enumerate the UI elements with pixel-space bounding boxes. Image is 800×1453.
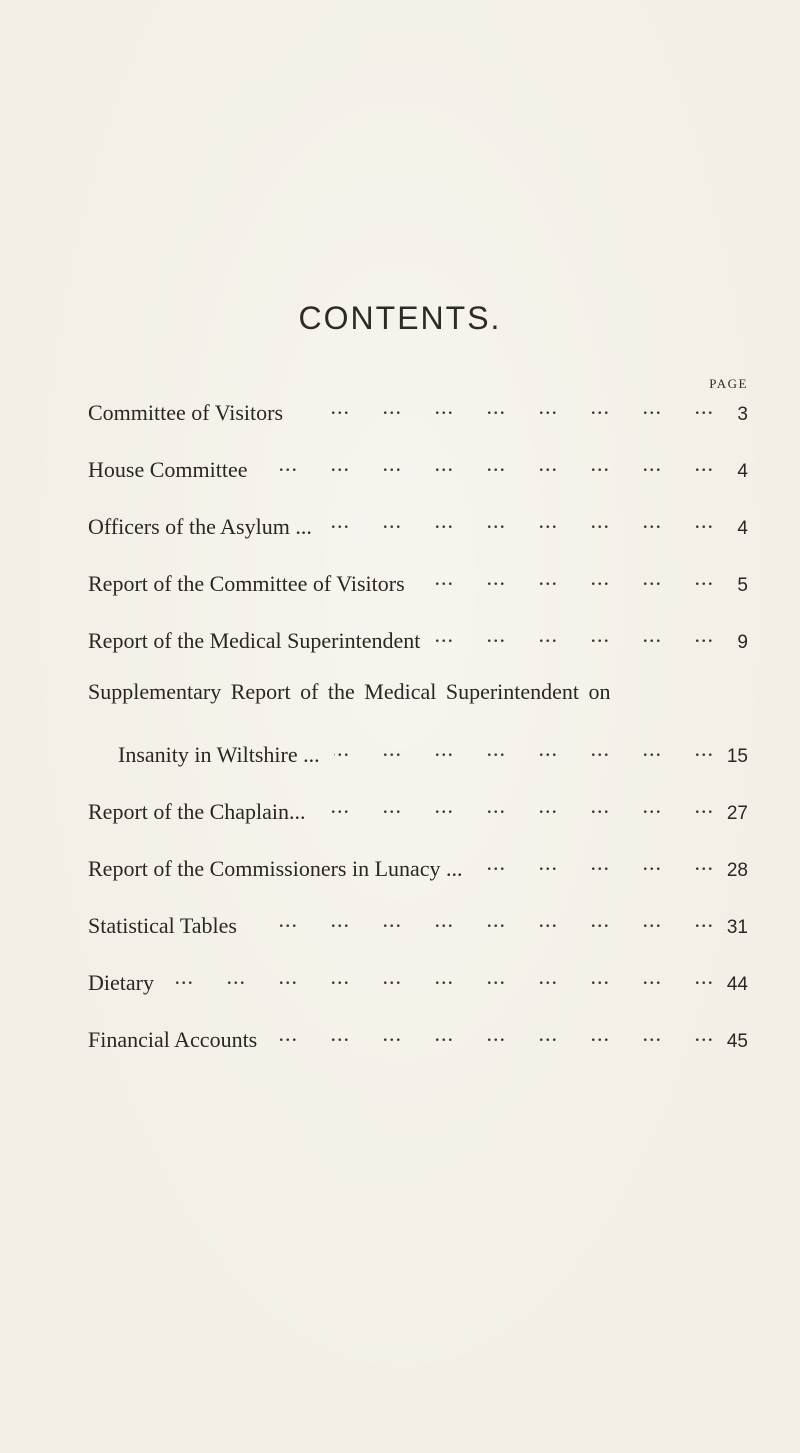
dot-leader [251, 907, 714, 933]
dot-leader [261, 451, 714, 477]
entry-page-number: 3 [737, 404, 748, 425]
entry-page-number: 28 [726, 860, 748, 881]
entry-page-number: 27 [726, 803, 748, 824]
entry-label: Report of the Commissioners in Lunacy ... [88, 856, 463, 881]
entry-page-number: 5 [737, 575, 748, 596]
contents-entry [88, 907, 748, 939]
entry-label: Statistical Tables [88, 913, 237, 938]
contents-entry [118, 736, 748, 768]
entry-label: Financial Accounts [88, 1027, 258, 1052]
dot-leader [334, 736, 714, 762]
entry-page-number: 44 [726, 974, 748, 995]
dot-leader [168, 964, 714, 990]
page-title: CONTENTS. [298, 300, 502, 336]
entry-label: House Committee [88, 457, 248, 482]
contents-entry [88, 394, 748, 426]
dot-leader [326, 508, 714, 534]
entry-page-number: 4 [737, 461, 748, 482]
dot-leader [477, 850, 714, 876]
entry-page-number: 31 [726, 917, 748, 938]
dot-leader [434, 622, 714, 648]
entry-page-number: 45 [726, 1031, 748, 1052]
entry-page-number: 4 [737, 518, 748, 539]
entry-label: Supplementary Report of the Medical Superintendent on [88, 679, 611, 704]
contents-entry [88, 622, 748, 654]
contents-entry [88, 850, 748, 882]
entry-page-number: 15 [726, 746, 748, 767]
contents-entry [88, 451, 748, 483]
contents-entry [88, 793, 748, 825]
page-column-heading: PAGE [709, 376, 748, 391]
dot-leader [297, 394, 714, 420]
entry-label: Report of the Committee of Visitors [88, 571, 405, 596]
contents-entry [88, 679, 748, 711]
dot-leader [271, 1021, 714, 1047]
entry-label: Insanity in Wiltshire ... [118, 742, 320, 767]
entry-label: Committee of Visitors [88, 400, 284, 425]
dot-leader [320, 793, 714, 819]
entry-label: Officers of the Asylum ... [88, 514, 312, 539]
contents-entry [88, 964, 748, 996]
contents-entry [88, 1021, 748, 1053]
entry-page-number: 9 [737, 632, 748, 653]
entry-label: Report of the Chaplain... [88, 799, 306, 824]
contents-entry [88, 565, 748, 597]
entry-label: Dietary [88, 970, 154, 995]
dot-leader [419, 565, 714, 591]
contents-entry [88, 508, 748, 540]
entry-label: Report of the Medical Superintendent [88, 628, 421, 653]
